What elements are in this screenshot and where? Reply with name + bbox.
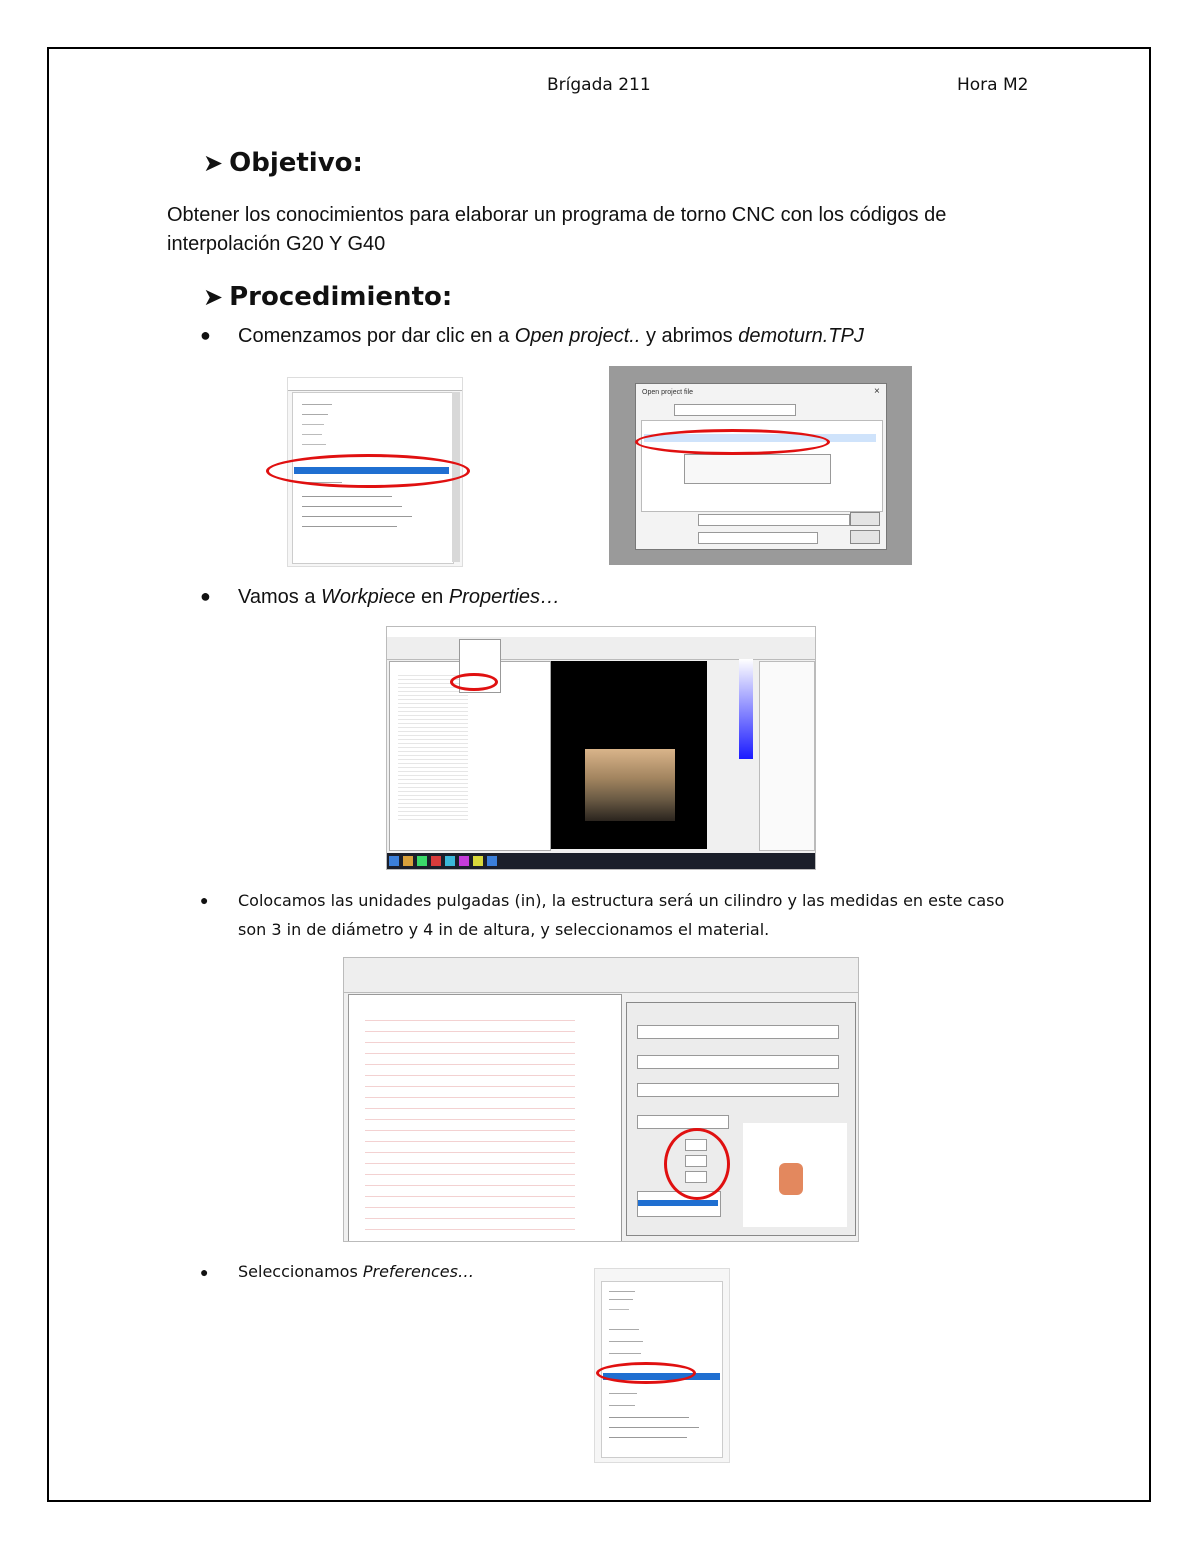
bullet-icon: ● [200, 1264, 209, 1280]
open-project-dialog-screenshot: Open project file × [609, 366, 912, 565]
highlight-ellipse [596, 1362, 696, 1384]
hour-label: Hora M2 [957, 75, 1029, 95]
workpiece-properties-screenshot [386, 626, 816, 870]
list-item [200, 886, 1028, 944]
bullet-icon: ● [200, 325, 211, 345]
highlight-ellipse [635, 429, 830, 455]
list-item [200, 586, 560, 609]
bullet-icon: ● [200, 586, 211, 606]
bullet-icon: ● [200, 892, 209, 908]
brigade-label: Brígada 211 [547, 75, 651, 95]
arrow-right-icon: ➤ [203, 149, 224, 177]
step-2-text: Vamos a Workpiece en Properties… [238, 586, 560, 608]
procedure-title: Procedimiento: [229, 282, 453, 312]
objective-title: Objetivo: [229, 148, 363, 178]
step-4-text: Seleccionamos Preferences… [238, 1262, 474, 1281]
procedure-heading [203, 282, 452, 312]
objective-text: Obtener los conocimientos para elaborar un programa de torno CNC con los códigos de interpolación G20 Y G40 [167, 204, 947, 255]
objective-heading [203, 148, 363, 178]
highlight-ellipse [266, 454, 470, 488]
step-1-text: Comenzamos por dar clic en a Open project.. y abrimos demoturn.TPJ [238, 325, 864, 347]
arrow-right-icon: ➤ [203, 283, 224, 311]
list-item [200, 325, 864, 348]
workpiece-dialog-screenshot [343, 957, 859, 1242]
step-3-text: Colocamos las unidades pulgadas (in), la estructura será un cilindro y las medidas en este caso son 3 in de diámetro y 4 in de altura, y seleccionamos el material. [238, 891, 1005, 939]
